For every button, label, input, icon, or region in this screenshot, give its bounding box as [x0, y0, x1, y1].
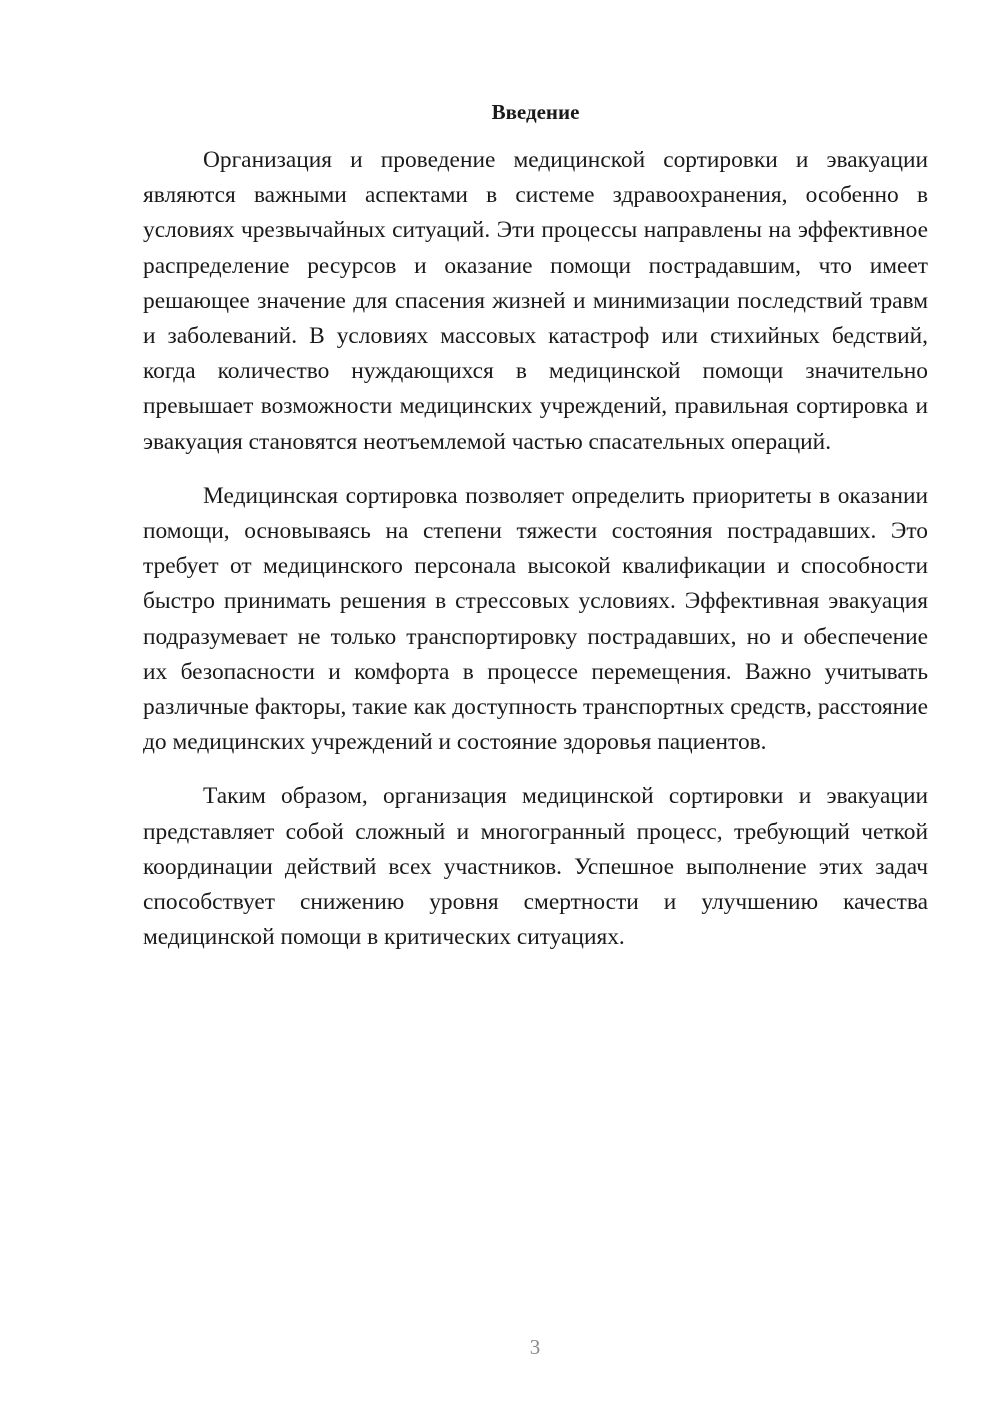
paragraph-1: Организация и проведение медицинской сортировки и эвакуации являются важными аспектами в системе здравоохранения, особенно в условиях чрезвычайных ситуаций. Эти процессы направлены на эффективное распределение ресурсов и оказание помощи пострадавшим, что имеет решающее значение для спасения жизней и минимизации последствий травм и заболеваний. В условиях массовых катастроф или стихийных бедствий, когда количество нуждающихся в медицинской помощи значительно превышает возможности медицинских учреждений, правильная сортировка и эвакуация становятся неотъемлемой частью спасательных операций. [143, 147, 928, 455]
paragraph-3: Таким образом, организация медицинской сортировки и эвакуации представляет собой сложный и многогранный процесс, требующий четкой координации действий всех участников. Успешное выполнение этих задач способствует снижению уровня смертности и улучшению качества медицинской помощи в критических ситуациях. [143, 783, 928, 951]
section-heading: Введение [491, 100, 580, 124]
page-number: 3 [529, 1335, 541, 1359]
body-text [143, 143, 928, 974]
paragraph-2: Медицинская сортировка позволяет определить приоритеты в оказании помощи, основываясь на степени тяжести состояния пострадавших. Это требует от медицинского персонала высокой квалификации и способности быстро принимать решения в стрессовых условиях. Эффективная эвакуация подразумевает не только транспортировку пострадавших, но и обеспечение их безопасности и комфорта в процессе перемещения. Важно учитывать различные факторы, такие как доступность транспортных средств, расстояние до медицинских учреждений и состояние здоровья пациентов. [143, 482, 928, 756]
